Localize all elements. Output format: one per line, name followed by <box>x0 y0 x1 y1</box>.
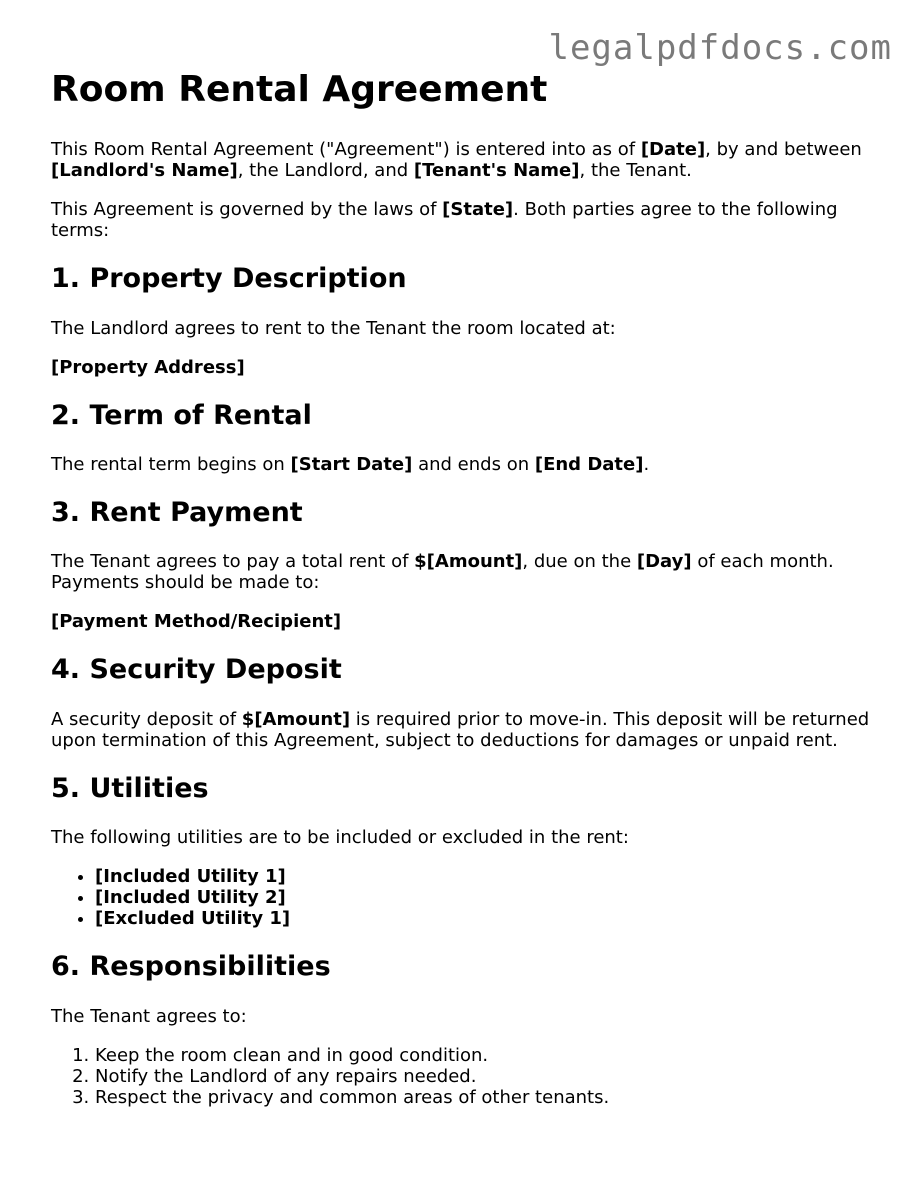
list-item: 2. Notify the Landlord of any repairs needed. <box>95 1066 881 1087</box>
intro-paragraph: This Room Rental Agreement ("Agreement") is entered into as of [Date], by and between [Landlord's Name], the Landlord, and [Tenant's Name], the Tenant. <box>51 139 862 182</box>
end-date-placeholder: [End Date] <box>534 453 644 475</box>
governing-law-paragraph: This Agreement is governed by the laws of [State]. Both parties agree to the following terms: <box>51 199 838 242</box>
deposit-paragraph: A security deposit of $[Amount] is required prior to move-in. This deposit will be returned upon termination of this Agreement, subject to deductions for damages or unpaid rent. <box>51 708 870 751</box>
section-heading-utilities: 5. Utilities <box>51 772 209 804</box>
document-title: Room Rental Agreement <box>51 69 548 110</box>
list-item: • [Excluded Utility 1] <box>95 908 881 929</box>
list-item: • [Included Utility 1] <box>95 866 881 887</box>
term-paragraph: The rental term begins on [Start Date] and ends on [End Date]. <box>51 453 650 475</box>
date-placeholder: [Date] <box>640 139 706 161</box>
list-item: 3. Respect the privacy and common areas of other tenants. <box>95 1087 881 1108</box>
rent-day-placeholder: [Day] <box>636 551 692 573</box>
watermark: legalpdfdocs.com <box>548 28 892 68</box>
deposit-amount-placeholder: $[Amount] <box>241 708 351 730</box>
list-item: 1. Keep the room clean and in good condition. <box>95 1045 881 1066</box>
section-heading-term: 2. Term of Rental <box>51 399 312 431</box>
rent-amount-placeholder: $[Amount] <box>414 551 523 573</box>
tenant-name-placeholder: [Tenant's Name] <box>413 160 580 182</box>
section-heading-deposit: 4. Security Deposit <box>51 654 342 686</box>
responsibilities-list <box>51 1045 881 1108</box>
property-address-placeholder: [Property Address] <box>51 356 245 378</box>
utilities-list <box>51 866 881 929</box>
list-item: • [Included Utility 2] <box>95 887 881 908</box>
responsibilities-text: The Tenant agrees to: <box>51 1005 247 1027</box>
start-date-placeholder: [Start Date] <box>290 453 413 475</box>
rent-paragraph: The Tenant agrees to pay a total rent of $[Amount], due on the [Day] of each month. Payments should be made to: <box>51 551 834 594</box>
state-placeholder: [State] <box>442 199 514 221</box>
property-text: The Landlord agrees to rent to the Tenant the room located at: <box>51 317 616 339</box>
payment-method-placeholder: [Payment Method/Recipient] <box>51 611 342 633</box>
landlord-name-placeholder: [Landlord's Name] <box>51 160 238 182</box>
utilities-text: The following utilities are to be included or excluded in the rent: <box>51 827 629 849</box>
section-heading-rent: 3. Rent Payment <box>51 496 303 528</box>
section-heading-responsibilities: 6. Responsibilities <box>51 951 331 983</box>
document-page <box>51 62 881 1126</box>
section-heading-property: 1. Property Description <box>51 263 407 295</box>
